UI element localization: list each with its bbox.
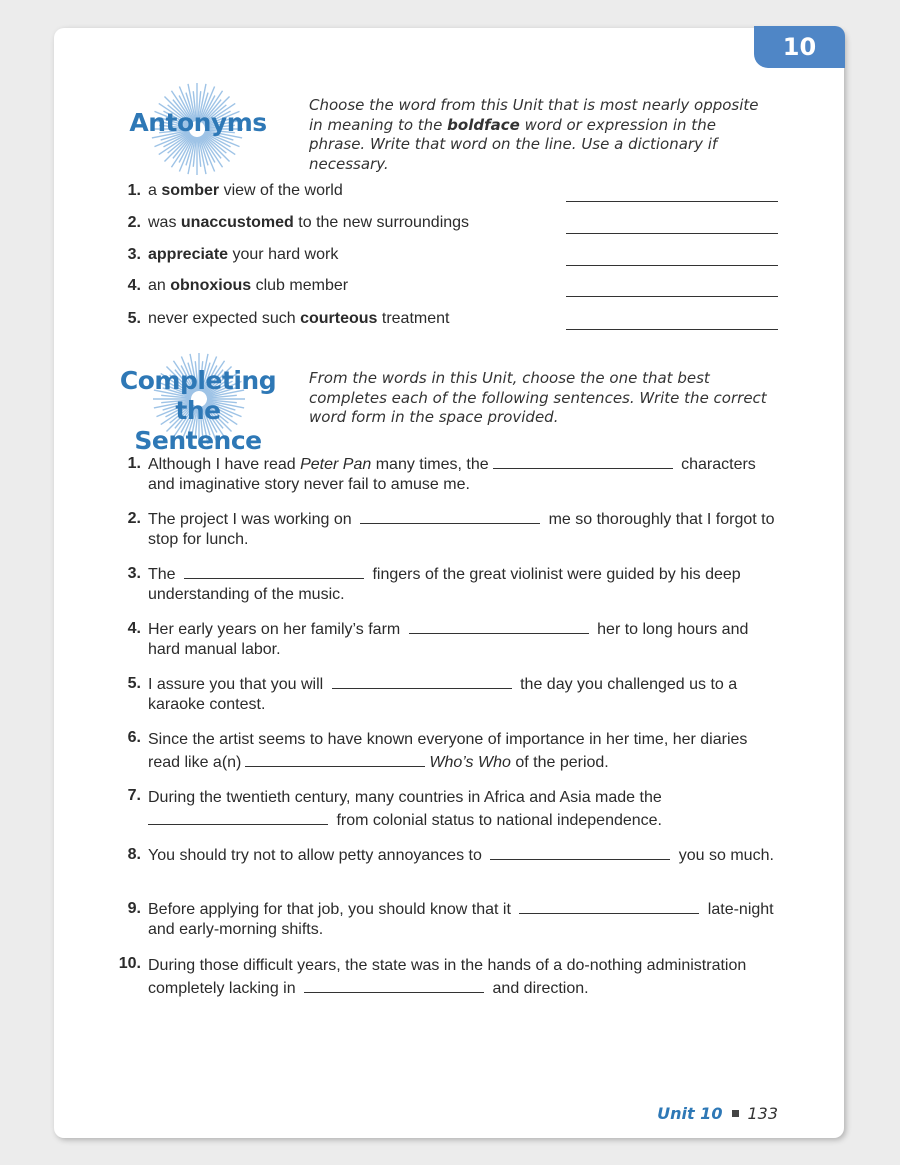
phrase-post: club member (251, 277, 349, 294)
antonym-item (115, 214, 795, 234)
answer-line[interactable] (566, 219, 778, 234)
sentence-text-a: During those difficult years, the state was in the hands of a do-nothing administration completely lacking in (148, 957, 747, 997)
antonyms-title: Antonyms (129, 108, 267, 137)
sentence-text-a: Her early years on her family’s farm (148, 621, 401, 638)
sentence-text-a: Although I have read (148, 456, 301, 473)
sentence-body (148, 728, 775, 774)
instr-text-b: word or expression in the phrase. Write that word on the line. Use a dictionary if necessary. (309, 115, 718, 173)
sentence-text-a: The project I was working on (148, 511, 352, 528)
item-number: 8. (127, 846, 141, 863)
answer-blank[interactable] (184, 564, 364, 579)
sentence-body (148, 845, 775, 866)
sentence-text-a: I assure you that you will (148, 676, 324, 693)
answer-blank[interactable] (245, 752, 425, 767)
phrase-post: to the new surroundings (293, 214, 470, 231)
sentence-text-c: you so much. (678, 847, 774, 864)
phrase-post: view of the world (219, 182, 343, 199)
sentence-text-c: fingers of the great violinist were guided by his deep understanding of the music. (148, 566, 741, 603)
phrase-pre: an (148, 277, 171, 294)
item-number: 6. (127, 729, 141, 746)
answer-blank[interactable] (409, 619, 589, 634)
sentence-item (115, 954, 775, 1000)
item-number: 2. (127, 510, 141, 527)
sentence-item (115, 899, 775, 939)
completing-title (108, 366, 288, 456)
answer-blank[interactable] (148, 810, 328, 825)
phrase-post: your hard work (228, 246, 339, 263)
answer-blank[interactable] (519, 899, 699, 914)
antonym-phrase (148, 277, 348, 295)
item-number: 2. (127, 214, 141, 231)
completing-title-line2: the Sentence (134, 396, 262, 455)
antonym-phrase (148, 310, 449, 328)
sentence-item (115, 674, 775, 714)
sentence-body (148, 619, 775, 659)
footer-unit: Unit 10 (657, 1104, 723, 1123)
sentence-text-b: many times, the (371, 456, 489, 473)
answer-blank[interactable] (360, 509, 540, 524)
unit-number-tab: 10 (754, 26, 845, 68)
sentence-title-italic: Who’s Who (429, 754, 511, 771)
item-number: 1. (127, 182, 141, 199)
phrase-post: treatment (377, 310, 450, 327)
item-number: 5. (127, 310, 141, 327)
instr-text-a: Choose the word from this Unit that is most nearly opposite in meaning to the (309, 96, 759, 134)
item-number: 3. (127, 246, 141, 263)
sentence-text-c: from colonial status to national independence. (336, 812, 662, 829)
item-number: 9. (127, 900, 141, 917)
phrase-boldface: appreciate (148, 246, 229, 263)
sentence-item (115, 845, 775, 866)
instr-bold: boldface (447, 115, 520, 134)
square-bullet-icon (732, 1110, 739, 1117)
phrase-pre: a (148, 182, 162, 199)
antonym-phrase (148, 246, 338, 264)
sentence-text-a: The (148, 566, 176, 583)
answer-blank[interactable] (332, 674, 512, 689)
phrase-pre: was (148, 214, 181, 231)
answer-line[interactable] (566, 187, 778, 202)
sentence-item (115, 509, 775, 549)
sentence-body (148, 786, 775, 832)
page-number: 133 (747, 1104, 778, 1123)
sentence-text-c: her to long hours and hard manual labor. (148, 621, 749, 658)
antonym-item (115, 310, 795, 330)
completing-instructions: From the words in this Unit, choose the one that best completes each of the following sentences. Write the correct word form in the space provided. (309, 369, 767, 426)
phrase-pre: never expected such (148, 310, 301, 327)
sentence-item (115, 454, 775, 494)
antonym-phrase (148, 214, 469, 232)
phrase-boldface: somber (161, 182, 220, 199)
sentence-text-c: late-night and early-morning shifts. (148, 901, 774, 938)
sentence-body (148, 954, 775, 1000)
sentence-text-a: During the twentieth century, many countries in Africa and Asia made the (148, 789, 662, 806)
phrase-boldface: unaccustomed (180, 214, 294, 231)
answer-line[interactable] (566, 282, 778, 297)
antonyms-instructions (309, 96, 769, 174)
phrase-boldface: obnoxious (170, 277, 252, 294)
item-number: 4. (127, 620, 141, 637)
sentence-text-c: of the period. (510, 754, 609, 771)
sentence-text-c: and direction. (492, 980, 589, 997)
sentence-text-a: Since the artist seems to have known everyone of importance in her time, her diaries read like a(n) (148, 731, 748, 771)
answer-line[interactable] (566, 251, 778, 266)
completing-title-line1: Completing (119, 366, 277, 395)
sentence-text-c: me so thoroughly that I forgot to stop for lunch. (148, 511, 775, 548)
item-number: 10. (118, 955, 141, 972)
antonym-phrase (148, 182, 343, 200)
item-number: 3. (127, 565, 141, 582)
sentence-text-c: characters and imaginative story never fail to amuse me. (148, 456, 756, 493)
item-number: 7. (127, 787, 141, 804)
answer-blank[interactable] (490, 845, 670, 860)
sentence-body (148, 454, 775, 494)
sentence-body (148, 899, 775, 939)
answer-line[interactable] (566, 315, 778, 330)
sentence-item (115, 564, 775, 604)
answer-blank[interactable] (304, 978, 484, 993)
answer-blank[interactable] (493, 454, 673, 469)
phrase-boldface: courteous (300, 310, 378, 327)
sentence-body (148, 674, 775, 714)
item-number: 4. (127, 277, 141, 294)
sentence-body (148, 509, 775, 549)
item-number: 1. (127, 455, 141, 472)
sentence-text-a: You should try not to allow petty annoyances to (148, 847, 482, 864)
sentence-text-a: Before applying for that job, you should know that it (148, 901, 511, 918)
sentence-item (115, 619, 775, 659)
item-number: 5. (127, 675, 141, 692)
sentence-title-italic: Peter Pan (300, 456, 372, 473)
sentence-body (148, 564, 775, 604)
antonym-item (115, 182, 795, 202)
sentence-item (115, 786, 775, 832)
page-footer (657, 1104, 778, 1123)
sentence-item (115, 728, 775, 774)
sentence-text-c: the day you challenged us to a karaoke contest. (148, 676, 738, 713)
antonym-item (115, 277, 795, 297)
antonym-item (115, 246, 795, 266)
